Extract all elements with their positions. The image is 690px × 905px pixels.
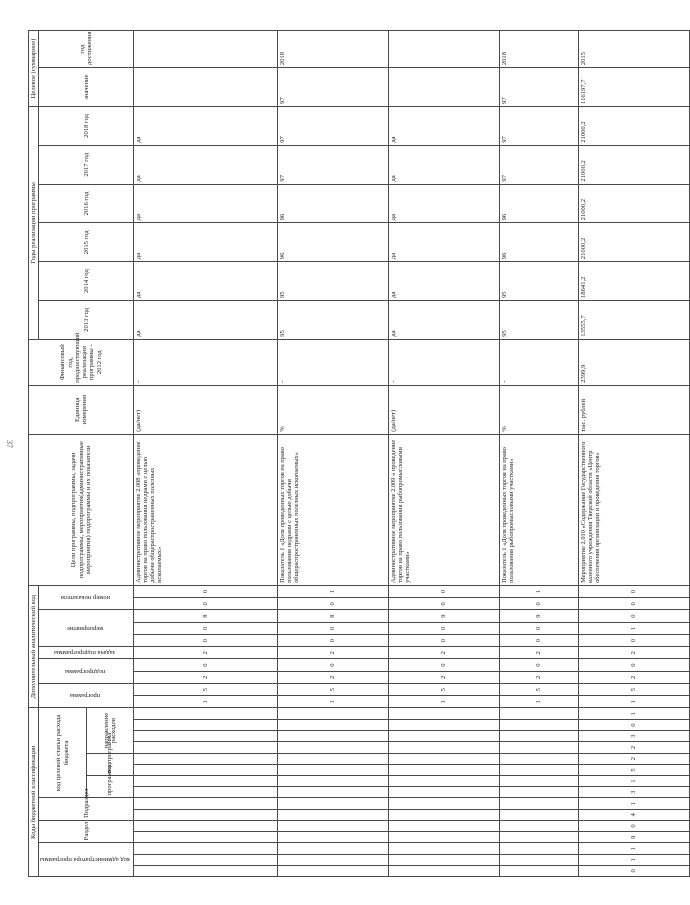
additional-code-header: Дополнительный аналитический код [29, 585, 39, 708]
add-subprogram-header: подпрограмма [39, 659, 134, 684]
admin-code-header: код администратора программы [39, 843, 134, 877]
budget-code-digit [500, 843, 579, 854]
analytic-code-digit: 2 [578, 647, 689, 659]
budget-code-digit [500, 809, 579, 820]
budget-code-digit [277, 742, 388, 753]
subprogram-header: подпрограмма [86, 753, 134, 775]
add-program-header: программа [39, 683, 134, 708]
analytic-code-digit: 1 [277, 696, 388, 708]
analytic-code-digit: 2 [277, 671, 388, 683]
measure-header: мероприятие [39, 610, 134, 647]
analytic-code-digit: 0 [388, 622, 499, 634]
row-year-value: 18641,2 [578, 262, 689, 301]
analytic-code-digit: 2 [134, 647, 278, 659]
row-target-year [388, 31, 499, 68]
budget-code-digit [134, 865, 278, 876]
budget-code-digit [134, 832, 278, 843]
row-year-value: да [134, 223, 278, 262]
budget-code-digit [500, 832, 579, 843]
row-year-value: 97 [500, 106, 579, 145]
fin-year-header: Финансовый год, предшествующий реализации программы - 2012 год [29, 339, 134, 385]
budget-code-digit [134, 854, 278, 865]
unit-header: Единица измерения [29, 385, 134, 434]
row-year-value: да [134, 262, 278, 301]
analytic-code-digit: 1 [578, 622, 689, 634]
budget-code-digit [134, 809, 278, 820]
analytic-code-digit: 9 [500, 610, 579, 622]
row-year-value: 97 [277, 145, 388, 184]
table-row [500, 31, 579, 877]
analytic-code-digit: 5 [277, 683, 388, 695]
row-description: Показатель 1 «Доля проведенных торгов на право пользования недрами с целью добычи общераспространенных полезных ископаемых» [277, 434, 388, 585]
budget-code-digit [277, 787, 388, 798]
budget-code-digit: 0 [578, 865, 689, 876]
analytic-code-digit: 5 [500, 683, 579, 695]
budget-code-digit: 4 [578, 809, 689, 820]
budget-code-digit [388, 798, 499, 809]
budget-code-digit: 2 [578, 742, 689, 753]
analytic-code-digit: 2 [578, 671, 689, 683]
budget-code-digit: 9 [578, 832, 689, 843]
budget-code-digit [388, 809, 499, 820]
budget-code-digit [277, 764, 388, 775]
budget-code-digit [500, 708, 579, 719]
budget-code-digit: 1 [578, 854, 689, 865]
analytic-code-digit: 0 [388, 585, 499, 597]
analytic-code-digit: 2 [500, 671, 579, 683]
row-year-value: 96 [277, 223, 388, 262]
analytic-code-digit: 0 [500, 659, 579, 671]
budget-code-digit [134, 753, 278, 764]
budget-code-digit [500, 753, 579, 764]
analytic-code-digit: 0 [578, 585, 689, 597]
analytic-code-digit: 2 [388, 671, 499, 683]
analytic-code-digit: 0 [578, 598, 689, 610]
row-year-value: 97 [277, 106, 388, 145]
row-target-value: 116197,7 [578, 68, 689, 107]
analytic-code-digit: 5 [134, 683, 278, 695]
row-target-year [134, 31, 278, 68]
y2014-header: 2014 год [39, 262, 134, 301]
budget-code-digit: 0 [578, 719, 689, 730]
table-row [578, 31, 689, 877]
table-row [134, 31, 278, 877]
years-impl-header: Годы реализации программы [29, 106, 39, 339]
row-description: Административное мероприятие 2.008 «проведение торгов на право пользования недрами с целью добычи общераспространенных полезных ископаемых» [134, 434, 278, 585]
row-target-value: 97 [500, 68, 579, 107]
budget-code-digit [134, 742, 278, 753]
budget-code-digit [500, 798, 579, 809]
budget-code-digit [500, 787, 579, 798]
budget-table [28, 30, 690, 877]
row-year-value: 95 [500, 262, 579, 301]
budget-code-digit: 1 [578, 843, 689, 854]
target-article-header: код целевой статьи расхода бюджета [39, 708, 87, 798]
budget-code-digit [134, 719, 278, 730]
analytic-code-digit: 1 [134, 696, 278, 708]
analytic-code-digit: 1 [277, 585, 388, 597]
analytic-code-digit: 0 [388, 659, 499, 671]
row-year-value: 95 [500, 300, 579, 339]
budget-code-digit [277, 719, 388, 730]
row-year-value: 13555,7 [578, 300, 689, 339]
budget-code-digit: 3 [578, 731, 689, 742]
budget-code-digit [500, 854, 579, 865]
row-year-value: да [388, 262, 499, 301]
analytic-code-digit: 0 [500, 634, 579, 646]
budget-code-digit [500, 776, 579, 787]
row-target-year: 2015 [578, 31, 689, 68]
row-year-value: 96 [277, 184, 388, 223]
row-description: Административное мероприятие 2.009 « проведение торгов на право пользования рыбопромысловыми участками» [388, 434, 499, 585]
analytic-code-digit: 0 [134, 598, 278, 610]
analytic-code-digit: 0 [578, 659, 689, 671]
budget-code-digit [277, 708, 388, 719]
y2017-header: 2017 год [39, 145, 134, 184]
row-fin-year-value: - [500, 339, 579, 385]
budget-code-digit [134, 708, 278, 719]
goals-header: Цели программы, подпрограммы, задачи подпрограммы, мероприятия(административные мероприятия) подпрограммы и их показатели [29, 434, 134, 585]
budget-code-digit [277, 753, 388, 764]
y2018-header: 2018 год [39, 106, 134, 145]
row-year-value: да [134, 106, 278, 145]
budget-code-digit [388, 764, 499, 775]
row-unit: (да/нет) [388, 385, 499, 434]
row-target-value [388, 68, 499, 107]
row-unit: тыс. рублей [578, 385, 689, 434]
budget-code-digit [134, 776, 278, 787]
row-target-year: 2018 [500, 31, 579, 68]
row-year-value: да [134, 145, 278, 184]
analytic-code-digit: 8 [277, 610, 388, 622]
budget-code-digit [134, 764, 278, 775]
target-header: Целевое (суммарное) [29, 31, 39, 107]
row-description: Мероприятие 2.010 «Содержание Государственного казенного учреждения Тверской области «Центр обеспечения организации и проведения торгов» [578, 434, 689, 585]
row-year-value: 96 [500, 184, 579, 223]
podrazdel-header: Подраздел [39, 798, 134, 820]
row-year-value: да [134, 300, 278, 339]
analytic-code-digit: 5 [578, 683, 689, 695]
row-unit: (да/нет) [134, 385, 278, 434]
row-year-value: 95 [277, 262, 388, 301]
analytic-code-digit: 2 [134, 671, 278, 683]
row-year-value: да [388, 300, 499, 339]
analytic-code-digit: 9 [388, 610, 499, 622]
row-year-value: да [388, 106, 499, 145]
budget-code-digit [134, 787, 278, 798]
row-year-value: да [134, 184, 278, 223]
target-value-header: значение [39, 68, 134, 107]
budget-code-digit [277, 776, 388, 787]
budget-code-digit [388, 776, 499, 787]
row-year-value: 95 [277, 300, 388, 339]
row-fin-year-value: - [134, 339, 278, 385]
analytic-code-digit: 0 [134, 659, 278, 671]
budget-code-digit [500, 742, 579, 753]
budget-code-digit [277, 798, 388, 809]
budget-code-digit [134, 843, 278, 854]
budget-code-digit [500, 719, 579, 730]
analytic-code-digit: 0 [277, 634, 388, 646]
row-target-value [134, 68, 278, 107]
budget-code-digit: 1 [578, 776, 689, 787]
row-year-value: да [388, 184, 499, 223]
budget-class-header: Коды бюджетной классификации [29, 708, 39, 877]
analytic-code-digit: 1 [500, 696, 579, 708]
row-target-value: 97 [277, 68, 388, 107]
budget-code-digit [388, 708, 499, 719]
target-year-header: год достижения [39, 31, 134, 68]
analytic-code-digit: 8 [134, 610, 278, 622]
budget-code-digit: 1 [578, 798, 689, 809]
budget-code-digit [388, 742, 499, 753]
budget-code-digit [388, 731, 499, 742]
analytic-code-digit: 0 [277, 598, 388, 610]
row-year-value: 96 [500, 223, 579, 262]
budget-code-digit: 2 [578, 753, 689, 764]
budget-code-digit [277, 731, 388, 742]
budget-code-digit [388, 843, 499, 854]
budget-code-digit [277, 832, 388, 843]
budget-code-digit [277, 809, 388, 820]
analytic-code-digit: 2 [388, 647, 499, 659]
row-year-value: 21000,2 [578, 184, 689, 223]
razdel-header: Раздел [39, 820, 134, 842]
analytic-code-digit: 0 [500, 622, 579, 634]
analytic-code-digit: 0 [388, 598, 499, 610]
analytic-code-digit: 1 [500, 585, 579, 597]
analytic-code-digit: 5 [388, 683, 499, 695]
analytic-code-digit: 1 [578, 696, 689, 708]
budget-code-digit [500, 820, 579, 831]
y2015-header: 2015 год [39, 223, 134, 262]
table-row [277, 31, 388, 877]
budget-code-digit [388, 832, 499, 843]
budget-code-digit [388, 865, 499, 876]
budget-code-digit: 3 [578, 787, 689, 798]
budget-code-digit [134, 798, 278, 809]
row-year-value: 21000,2 [578, 145, 689, 184]
row-fin-year-value: - [388, 339, 499, 385]
budget-code-digit [500, 731, 579, 742]
budget-code-digit [500, 764, 579, 775]
budget-code-digit [134, 820, 278, 831]
budget-code-digit: 0 [578, 820, 689, 831]
budget-code-digit [388, 820, 499, 831]
budget-code-digit [388, 854, 499, 865]
y2016-header: 2016 год [39, 184, 134, 223]
budget-code-digit: 1 [578, 708, 689, 719]
budget-code-digit [134, 731, 278, 742]
analytic-code-digit: 0 [578, 634, 689, 646]
page-number: 37 [5, 440, 14, 448]
row-year-value: 21000,2 [578, 106, 689, 145]
analytic-code-digit: 2 [277, 647, 388, 659]
row-fin-year-value: - [277, 339, 388, 385]
analytic-code-digit: 0 [134, 585, 278, 597]
row-year-value: да [388, 223, 499, 262]
analytic-code-digit: 0 [277, 659, 388, 671]
program-header: программа [86, 776, 134, 798]
task-subprogram-header: задача подпрограммы [39, 647, 134, 659]
y2013-header: 2013 год [39, 300, 134, 339]
row-year-value: да [388, 145, 499, 184]
indicator-no-header: номер показателя [39, 585, 134, 610]
budget-code-digit [388, 787, 499, 798]
analytic-code-digit: 0 [578, 610, 689, 622]
budget-code-digit [277, 843, 388, 854]
budget-code-digit [277, 820, 388, 831]
budget-code-digit: 5 [578, 764, 689, 775]
analytic-code-digit: 0 [388, 634, 499, 646]
analytic-code-digit: 0 [277, 622, 388, 634]
analytic-code-digit: 0 [134, 622, 278, 634]
analytic-code-digit: 2 [500, 647, 579, 659]
budget-code-digit [277, 854, 388, 865]
row-unit: % [277, 385, 388, 434]
budget-code-digit [500, 865, 579, 876]
analytic-code-digit: 0 [134, 634, 278, 646]
row-unit: % [500, 385, 579, 434]
row-description: Показатель 1 «Доля проведенных торгов на право пользования рыбопромысловыми участками» [500, 434, 579, 585]
budget-code-digit [388, 719, 499, 730]
table-row [388, 31, 499, 877]
expense-direction-header: направление расходов [86, 708, 134, 753]
row-fin-year-value: 2399,9 [578, 339, 689, 385]
row-year-value: 97 [500, 145, 579, 184]
budget-code-digit [277, 865, 388, 876]
row-year-value: 21000,2 [578, 223, 689, 262]
analytic-code-digit: 0 [500, 598, 579, 610]
rotated-table-frame [28, 30, 638, 877]
budget-code-digit [388, 753, 499, 764]
analytic-code-digit: 1 [388, 696, 499, 708]
row-target-year: 2018 [277, 31, 388, 68]
